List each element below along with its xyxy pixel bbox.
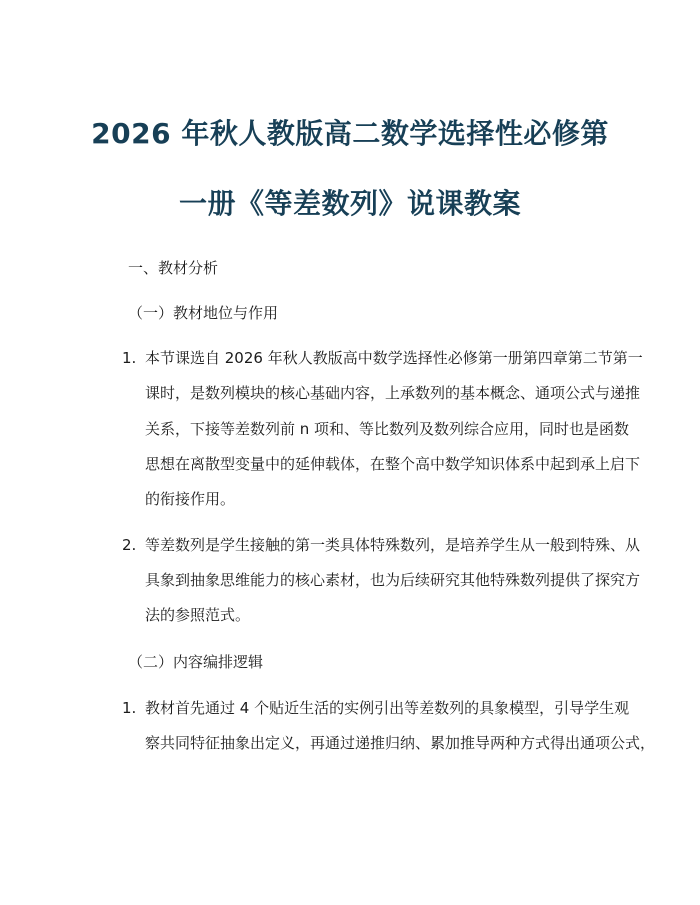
list-item-number: 2.	[122, 536, 137, 554]
paragraph-line: 法的参照范式。	[145, 606, 251, 624]
list-item-number: 1.	[122, 349, 137, 367]
document-title-line-1: 2026 年秋人教版高二数学选择性必修第	[91, 117, 609, 150]
paragraph-line: 等差数列是学生接触的第一类具体特殊数列，是培养学生从一般到特殊、从	[145, 536, 641, 554]
paragraph-line: 课时，是数列模块的核心基础内容，上承数列的基本概念、通项公式与递推	[145, 384, 641, 402]
paragraph-line: 思想在离散型变量中的延伸载体，在整个高中数学知识体系中起到承上启下	[145, 455, 641, 473]
list-item-number: 1.	[122, 699, 137, 717]
paragraph-line: 具象到抽象思维能力的核心素材，也为后续研究其他特殊数列提供了探究方	[145, 571, 641, 589]
paragraph-line: 本节课选自 2026 年秋人教版高中数学选择性必修第一册第四章第二节第一	[145, 349, 643, 367]
paragraph-line: 察共同特征抽象出定义，再通过递推归纳、累加推导两种方式得出通项公式，	[145, 734, 656, 752]
subsection-heading: （二）内容编排逻辑	[128, 653, 264, 671]
paragraph-line: 教材首先通过 4 个贴近生活的实例引出等差数列的具象模型，引导学生观	[145, 699, 630, 717]
document-title-line-2: 一册《等差数列》说课教案	[178, 187, 521, 220]
paragraph-line: 关系，下接等差数列前 n 项和、等比数列及数列综合应用，同时也是函数	[145, 420, 630, 438]
paragraph-line: 的衔接作用。	[145, 490, 236, 508]
section-heading: 一、教材分析	[128, 259, 219, 277]
subsection-heading: （一）教材地位与作用	[128, 304, 279, 322]
